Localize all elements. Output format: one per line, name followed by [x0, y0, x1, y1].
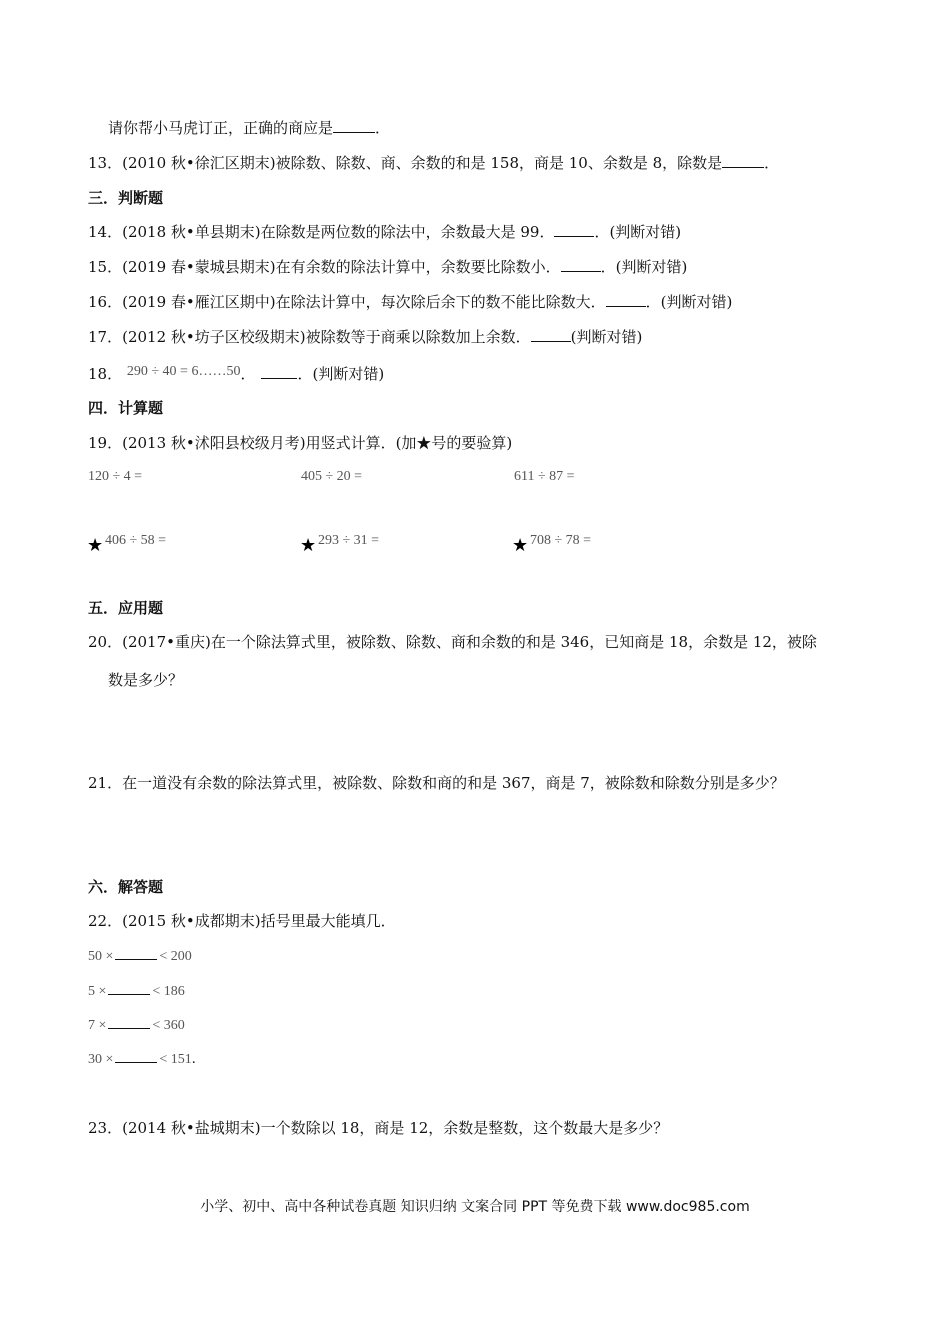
star-icon: ★	[300, 535, 317, 556]
answer-blank[interactable]	[261, 364, 297, 379]
calc-expression: 293 ÷ 31 =	[318, 533, 380, 548]
answer-blank[interactable]	[722, 153, 764, 168]
section-title-6: 六．解答题	[88, 878, 164, 896]
answer-blank[interactable]	[561, 257, 601, 272]
question-22: 22．(2015 秋•成都期末)括号里最大能填几．	[88, 912, 396, 930]
answer-blank[interactable]	[115, 1048, 157, 1063]
calc-expression: 405 ÷ 20 =	[301, 469, 363, 484]
q12-line: 请你帮小马虎订正，正确的商应是 ．	[108, 119, 391, 137]
calc-expression: 611 ÷ 87 =	[514, 469, 575, 484]
fill-row: 7 × < 360	[88, 1014, 185, 1035]
answer-blank[interactable]	[108, 980, 150, 995]
star-icon: ★	[87, 535, 104, 556]
answer-blank[interactable]	[531, 327, 571, 342]
answer-blank[interactable]	[108, 1014, 150, 1029]
fill-row: 30 × < 151.	[88, 1048, 196, 1069]
question-15: 15．(2019 春•蒙城县期末)在有余数的除法计算中，余数要比除数小． ．(判断对错)	[88, 258, 688, 276]
question-20-line1: 20．(2017•重庆)在一个除法算式里，被除数、除数、商和余数的和是 346，已知商是 18，余数是 12，被除	[88, 633, 817, 651]
answer-blank[interactable]	[115, 945, 157, 960]
question-21: 21．在一道没有余数的除法算式里，被除数、除数和商的和是 367，商是 7，被除数和除数分别是多少？	[88, 774, 785, 792]
expression-image: 290 ÷ 40 = 6……50	[126, 364, 241, 379]
section-title-4: 四．计算题	[88, 399, 164, 417]
answer-blank[interactable]	[333, 118, 375, 133]
question-16: 16．(2019 春•雁江区期中)在除法计算中，每次除后余下的数不能比除数大． ．(判断对错)	[88, 293, 733, 311]
question-13: 13．(2010 秋•徐汇区期末)被除数、除数、商、余数的和是 158，商是 10、余数是 8，除数是 ．	[88, 154, 780, 172]
section-title-5: 五．应用题	[88, 599, 164, 617]
question-19: 19．(2013 秋•沭阳县校级月考)用竖式计算．(加★号的要验算)	[88, 434, 513, 452]
calc-expression: 120 ÷ 4 =	[88, 469, 143, 484]
calc-expression: 406 ÷ 58 =	[105, 533, 167, 548]
section-title-3: 三．判断题	[88, 189, 164, 207]
fill-row: 5 × < 186	[88, 980, 185, 1001]
question-23: 23．(2014 秋•盐城期末)一个数除以 18，商是 12，余数是整数，这个数最大是多少？	[88, 1119, 669, 1137]
star-icon: ★	[512, 535, 529, 556]
footer-text: 小学、初中、高中各种试卷真题 知识归纳 文案合同 PPT 等免费下载 www.doc985.com	[200, 1199, 750, 1215]
question-14: 14．(2018 秋•单县期末)在除数是两位数的除法中，余数最大是 99． ．(判断对错)	[88, 223, 682, 241]
answer-blank[interactable]	[606, 292, 646, 307]
question-18: 18． 290 ÷ 40 = 6……50． ．(判断对错)	[88, 364, 385, 383]
fill-row: 50 × < 200	[88, 945, 192, 966]
question-17: 17．(2012 秋•坊子区校级期末)被除数等于商乘以除数加上余数． (判断对错)	[88, 328, 643, 346]
answer-blank[interactable]	[554, 222, 594, 237]
question-20-line2: 数是多少？	[108, 671, 184, 689]
calc-expression: 708 ÷ 78 =	[530, 533, 592, 548]
